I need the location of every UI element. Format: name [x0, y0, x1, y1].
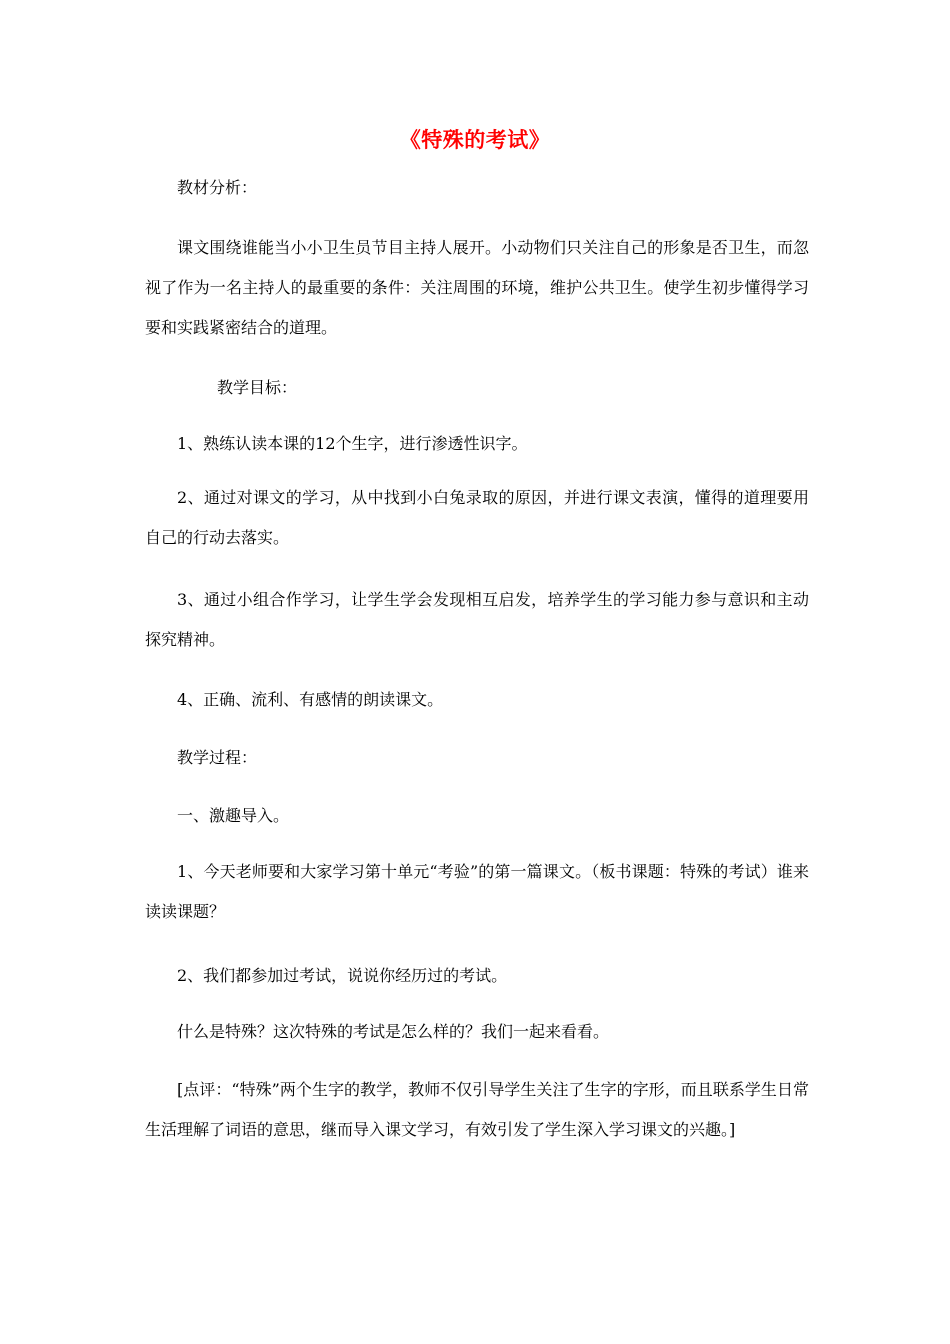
heading-teaching-goals: 教学目标：	[217, 378, 298, 397]
section-heading-intro: 一、激趣导入。	[177, 806, 290, 825]
heading-teaching-process: 教学过程：	[177, 748, 258, 767]
goal-item-3: 3、通过小组合作学习，让学生学会发现相互启发，培养学生的学习能力参与意识和主动探究精神。	[145, 590, 809, 649]
goal-item-2: 2、通过对课文的学习，从中找到小白兔录取的原因，并进行课文表演，懂得的道理要用自己的行动去落实。	[145, 488, 809, 547]
process-item-2: 2、我们都参加过考试，说说你经历过的考试。	[177, 966, 508, 985]
process-item-1: 1、今天老师要和大家学习第十单元“考验”的第一篇课文。（板书课题：特殊的考试）谁来读读课题？	[145, 862, 809, 921]
comment-paragraph: [点评：“特殊”两个生字的教学，教师不仅引导学生关注了生字的字形，而且联系学生日常生活理解了词语的意思，继而导入课文学习，有效引发了学生深入学习课文的兴趣。]	[145, 1080, 809, 1139]
goal-item-1: 1、熟练认读本课的12个生字，进行渗透性识字。	[177, 434, 528, 453]
process-question: 什么是特殊？这次特殊的考试是怎么样的？我们一起来看看。	[177, 1022, 610, 1041]
goal-item-4: 4、正确、流利、有感情的朗读课文。	[177, 690, 444, 709]
heading-textbook-analysis: 教材分析：	[177, 178, 258, 197]
paragraph-analysis: 课文围绕谁能当小小卫生员节目主持人展开。小动物们只关注自己的形象是否卫生，而忽视了作为一名主持人的最重要的条件：关注周围的环境，维护公共卫生。使学生初步懂得学习要和实践紧密结合的道理。	[145, 238, 809, 337]
document-title: 《特殊的考试》	[399, 127, 551, 152]
